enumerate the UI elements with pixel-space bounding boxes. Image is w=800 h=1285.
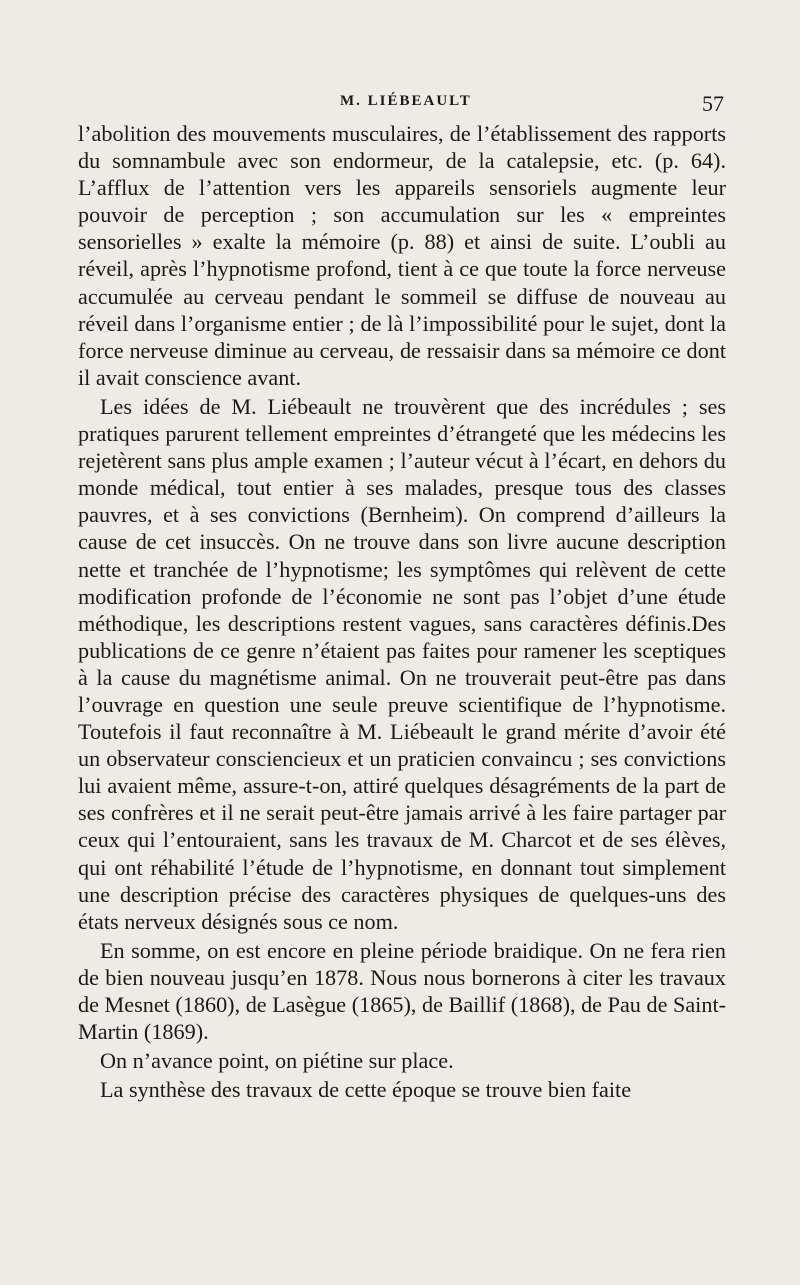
paragraph-continued: l’abolition des mouvements musculaires, de l’établissement des rapports du somnambule avec son endormeur, de la catalepsie, etc. (p. 64). L’afflux de l’attention vers les appareils sensoriels augmente leur pouvoir de perception ; son accumulation sur les « empreintes sensorielles » exalte la mémoire (p. 88) et ainsi de suite. L’oubli au réveil, après l’hypnotisme profond, tient à ce que toute la force nerveuse accumulée au cerveau pendant le sommeil se diffuse de nouveau au réveil dans l’organisme entier ; de là l’impossibilité pour le sujet, dont la force nerveuse diminue au cerveau, de ressaisir dans sa mémoire ce dont il avait conscience avant. [78,121,726,390]
paragraph: On n’avance point, on piétine sur place. [100,1048,454,1074]
paragraph: La synthèse des travaux de cette époque se trouve bien faite [100,1077,632,1103]
running-head: M. LIÉBEAULT [340,93,472,109]
body-text [78,120,726,1103]
paragraph: Les idées de M. Liébeault ne trouvèrent que des incrédules ; ses pratiques parurent tellement empreintes d’étrangeté que les médecins les rejetèrent sans plus ample examen ; l’auteur vécut à l’écart, en dehors du monde médical, tout entier à ses malades, presque tous des classes pauvres, et à ses convictions (Bernheim). On comprend d’ailleurs la cause de cet insuccès. On ne trouve dans son livre aucune description nette et tranchée de l’hypnotisme; les symptômes qui relèvent de cette modification profonde de l’économie ne sont pas l’objet d’une étude méthodique, les descriptions restent vagues, sans caractères définis.Des publications de ce genre n’étaient pas faites pour ramener les sceptiques à la cause du magnétisme animal. On ne trouverait peut-être pas dans l’ouvrage en question une seule preuve scientifique de l’hypnotisme. Toutefois il faut reconnaître à M. Liébeault le grand mérite d’avoir été un observateur consciencieux et un praticien convaincu ; ses convictions lui avaient même, assure-t-on, attiré quelques désagréments de la part de ses confrères et il ne serait peut-être jamais arrivé à les faire partager par ceux qui l’entouraient, sans les travaux de M. Charcot et de ses élèves, qui ont réhabilité l’étude de l’hypnotisme, en donnant tout simplement une description précise des caractères physiques de quelques-uns des états nerveux désignés sous ce nom. [78,393,726,934]
page-number: 57 [702,91,724,116]
page-header [0,91,800,121]
paragraph: En somme, on est encore en pleine période braidique. On ne fera rien de bien nouveau jusqu’en 1878. Nous nous bornerons à citer les travaux de Mesnet (1860), de Lasègue (1865), de Baillif (1868), de Pau de Saint-Martin (1869). [78,937,726,1045]
